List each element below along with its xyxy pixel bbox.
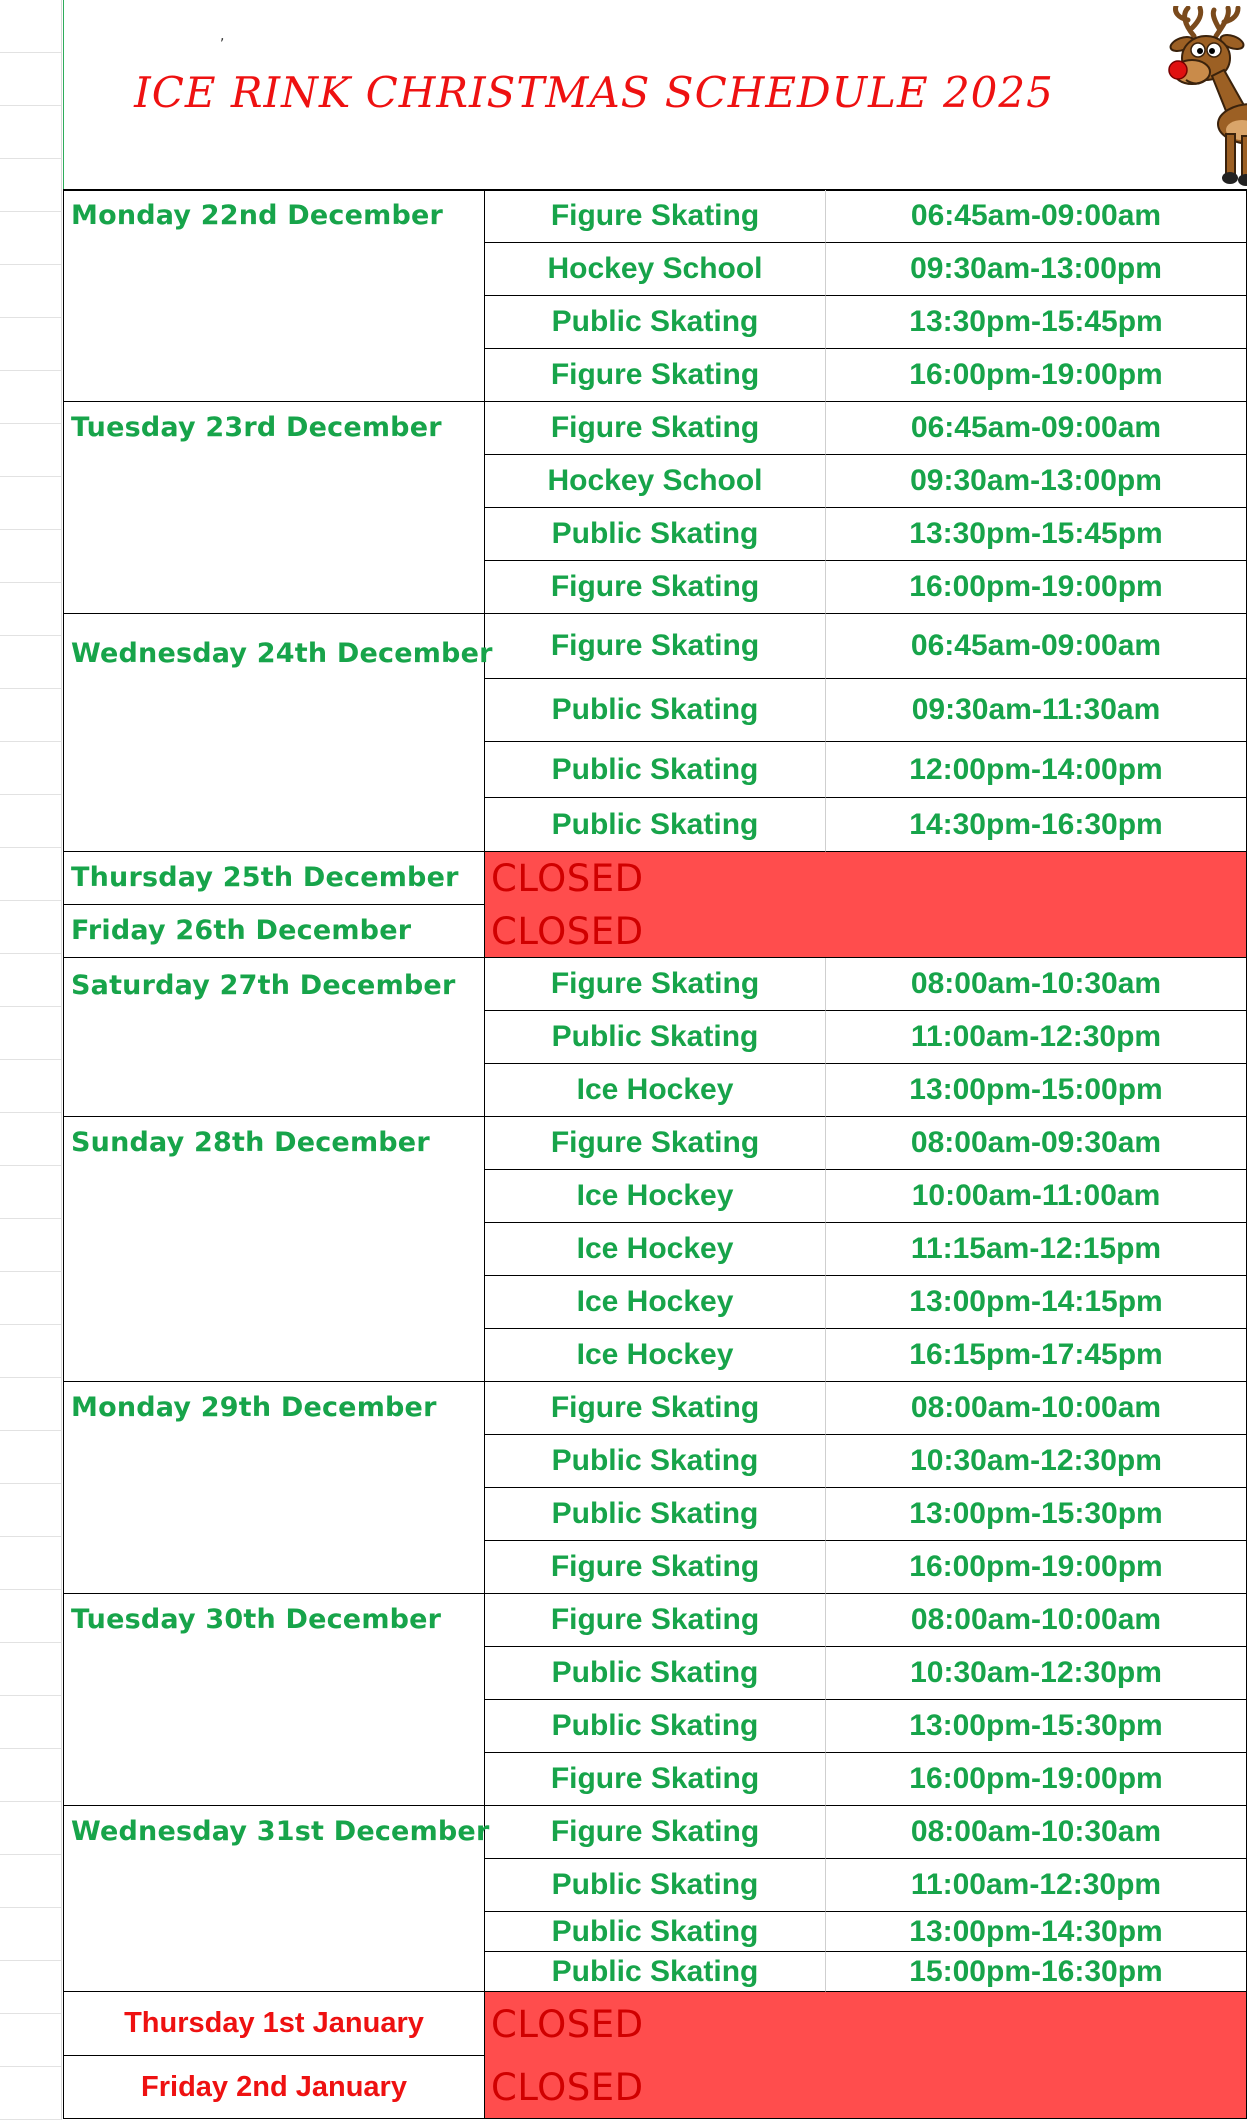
day-group — [63, 1117, 1247, 1382]
day-group — [63, 614, 1247, 852]
activity-cell — [485, 1912, 826, 1952]
activity-cell — [485, 1806, 826, 1859]
time-cell — [826, 1435, 1247, 1488]
closed-cell — [485, 852, 1247, 905]
title-area — [64, 0, 1247, 190]
time-cell — [826, 190, 1247, 243]
activity-label: Figure Skating — [550, 199, 760, 232]
time-label: 06:45am-09:00am — [910, 629, 1162, 662]
activity-label: Public Skating — [551, 1914, 759, 1948]
time-cell — [826, 455, 1247, 508]
time-cell — [826, 1276, 1247, 1329]
activity-cell — [485, 614, 826, 679]
activity-cell — [485, 1276, 826, 1329]
activity-label: Figure Skating — [550, 629, 760, 662]
activity-label: Public Skating — [551, 517, 759, 550]
time-cell — [826, 798, 1247, 852]
time-cell — [826, 679, 1247, 742]
day-group — [63, 1382, 1247, 1594]
activity-label: Ice Hockey — [576, 1179, 734, 1212]
time-cell — [826, 1700, 1247, 1753]
time-label: 09:30am-13:00pm — [910, 464, 1162, 497]
activity-label: Figure Skating — [550, 1762, 760, 1795]
time-label: 15:00pm-16:30pm — [909, 1954, 1163, 1988]
activity-cell — [485, 243, 826, 296]
activity-cell — [485, 1700, 826, 1753]
activity-label: Figure Skating — [550, 570, 760, 603]
activity-cell — [485, 455, 826, 508]
time-cell — [826, 1753, 1247, 1806]
day-cell — [63, 190, 485, 402]
day-cell — [63, 905, 485, 958]
closed-cell — [485, 1992, 1247, 2056]
activity-label: Public Skating — [551, 1709, 759, 1742]
activity-cell — [485, 1329, 826, 1382]
time-cell — [826, 1170, 1247, 1223]
day-cell — [63, 1992, 485, 2056]
activity-cell — [485, 958, 826, 1011]
activity-label: Public Skating — [551, 1954, 759, 1988]
time-label: 13:00pm-14:30pm — [909, 1914, 1163, 1948]
activity-label: Figure Skating — [550, 1603, 760, 1636]
time-cell — [826, 1806, 1247, 1859]
day-cell — [63, 1382, 485, 1594]
time-label: 13:30pm-15:45pm — [909, 305, 1163, 338]
time-label: 08:00am-10:30am — [910, 967, 1162, 1000]
time-label: 13:00pm-14:15pm — [909, 1285, 1163, 1318]
activity-cell — [485, 296, 826, 349]
time-label: 08:00am-10:00am — [910, 1391, 1162, 1424]
day-label: Monday 29th December — [71, 1392, 437, 1423]
time-cell — [826, 1117, 1247, 1170]
time-cell — [826, 508, 1247, 561]
activity-cell — [485, 561, 826, 614]
activity-cell — [485, 190, 826, 243]
activity-label: Ice Hockey — [576, 1232, 734, 1265]
day-label: Thursday 25th December — [71, 862, 459, 893]
activity-cell — [485, 1435, 826, 1488]
day-label: Tuesday 23rd December — [71, 412, 442, 443]
time-label: 16:00pm-19:00pm — [909, 358, 1163, 391]
time-cell — [826, 1952, 1247, 1992]
activity-label: Public Skating — [551, 1656, 759, 1689]
day-cell — [63, 402, 485, 614]
day-cell — [63, 1117, 485, 1382]
activity-cell — [485, 1064, 826, 1117]
activity-cell — [485, 679, 826, 742]
day-label: Sunday 28th December — [71, 1127, 430, 1158]
activity-cell — [485, 1594, 826, 1647]
day-cell — [63, 958, 485, 1117]
activity-label: Hockey School — [547, 464, 763, 497]
time-label: 11:00am-12:30pm — [910, 1020, 1162, 1053]
day-group — [63, 190, 1247, 402]
day-label: Thursday 1st January — [124, 2007, 424, 2039]
activity-label: Figure Skating — [550, 1815, 760, 1848]
activity-cell — [485, 1117, 826, 1170]
time-cell — [826, 349, 1247, 402]
activity-cell — [485, 1952, 826, 1992]
time-label: 11:15am-12:15pm — [910, 1232, 1162, 1265]
activity-cell — [485, 1753, 826, 1806]
time-label: 08:00am-10:00am — [910, 1603, 1162, 1636]
time-cell — [826, 742, 1247, 798]
time-label: 09:30am-13:00pm — [910, 252, 1162, 285]
time-label: 16:00pm-19:00pm — [909, 570, 1163, 603]
closed-label: CLOSED — [491, 857, 644, 900]
time-cell — [826, 1647, 1247, 1700]
time-cell — [826, 1223, 1247, 1276]
activity-label: Ice Hockey — [576, 1073, 734, 1106]
day-group-closed — [63, 1992, 1247, 2056]
day-cell — [63, 1806, 490, 1992]
day-cell — [63, 1594, 485, 1806]
day-cell — [63, 852, 485, 905]
activity-label: Public Skating — [551, 752, 759, 786]
activity-cell — [485, 402, 826, 455]
stray-mark: , — [220, 28, 225, 44]
time-cell — [826, 296, 1247, 349]
time-cell — [826, 1011, 1247, 1064]
time-cell — [826, 1488, 1247, 1541]
spreadsheet-row-gutter — [0, 0, 62, 2120]
activity-cell — [485, 1223, 826, 1276]
activity-label: Figure Skating — [550, 411, 760, 444]
day-label: Wednesday 24th December — [71, 638, 493, 669]
day-group — [63, 1806, 1247, 1992]
schedule-table — [63, 190, 1247, 2119]
activity-cell — [485, 1541, 826, 1594]
time-cell — [826, 1594, 1247, 1647]
day-label: Friday 26th December — [71, 915, 412, 946]
time-cell — [826, 1064, 1247, 1117]
day-label: Friday 2nd January — [141, 2070, 407, 2103]
time-label: 10:30am-12:30pm — [910, 1656, 1162, 1689]
closed-label: CLOSED — [491, 2002, 644, 2046]
day-group-closed — [63, 905, 1247, 958]
day-label: Saturday 27th December — [71, 970, 456, 1001]
time-cell — [826, 958, 1247, 1011]
day-group-closed — [63, 852, 1247, 905]
time-cell — [826, 402, 1247, 455]
time-label: 16:00pm-19:00pm — [909, 1550, 1163, 1583]
time-label: 10:00am-11:00am — [911, 1179, 1161, 1212]
activity-label: Public Skating — [551, 305, 759, 338]
time-cell — [826, 1382, 1247, 1435]
activity-label: Figure Skating — [550, 1126, 760, 1159]
time-label: 13:00pm-15:00pm — [909, 1073, 1163, 1106]
activity-label: Ice Hockey — [576, 1338, 734, 1371]
activity-label: Public Skating — [551, 1444, 759, 1477]
day-group — [63, 402, 1247, 614]
time-label: 14:30pm-16:30pm — [909, 807, 1163, 841]
activity-cell — [485, 1170, 826, 1223]
activity-label: Figure Skating — [550, 967, 760, 1000]
day-group — [63, 1594, 1247, 1806]
activity-cell — [485, 1859, 826, 1912]
time-label: 11:00am-12:30pm — [910, 1868, 1162, 1901]
activity-cell — [485, 798, 826, 852]
activity-cell — [485, 1488, 826, 1541]
time-label: 08:00am-09:30am — [910, 1126, 1162, 1159]
time-label: 10:30am-12:30pm — [910, 1444, 1162, 1477]
activity-label: Figure Skating — [550, 1550, 760, 1583]
time-label: 13:00pm-15:30pm — [909, 1497, 1163, 1530]
day-group-closed — [63, 2056, 1247, 2119]
activity-label: Public Skating — [551, 1020, 759, 1053]
activity-cell — [485, 508, 826, 561]
time-label: 06:45am-09:00am — [910, 411, 1162, 444]
time-label: 06:45am-09:00am — [910, 199, 1162, 232]
time-label: 16:00pm-19:00pm — [909, 1762, 1163, 1795]
closed-label: CLOSED — [491, 909, 644, 953]
day-label: Wednesday 31st December — [71, 1816, 490, 1847]
day-label: Tuesday 30th December — [71, 1604, 442, 1635]
time-label: 13:00pm-15:30pm — [909, 1709, 1163, 1742]
activity-label: Public Skating — [551, 807, 759, 841]
time-label: 16:15pm-17:45pm — [909, 1338, 1163, 1371]
time-label: 12:00pm-14:00pm — [909, 752, 1163, 786]
time-cell — [826, 1859, 1247, 1912]
activity-label: Hockey School — [547, 252, 763, 285]
time-cell — [826, 561, 1247, 614]
activity-cell — [485, 349, 826, 402]
time-label: 13:30pm-15:45pm — [909, 517, 1163, 550]
activity-label: Public Skating — [551, 1497, 759, 1530]
activity-label: Figure Skating — [550, 1391, 760, 1424]
time-cell — [826, 1541, 1247, 1594]
time-cell — [826, 614, 1247, 679]
activity-label: Figure Skating — [550, 358, 760, 391]
activity-label: Public Skating — [551, 693, 759, 726]
time-cell — [826, 1912, 1247, 1952]
activity-label: Ice Hockey — [576, 1285, 734, 1318]
closed-label: CLOSED — [491, 2065, 644, 2109]
closed-cell — [485, 905, 1247, 958]
activity-cell — [485, 742, 826, 798]
day-label: Monday 22nd December — [71, 200, 444, 231]
day-cell — [63, 2056, 485, 2119]
activity-label: Public Skating — [551, 1868, 759, 1901]
activity-cell — [485, 1647, 826, 1700]
activity-cell — [485, 1011, 826, 1064]
activity-cell — [485, 1382, 826, 1435]
page-title: ICE RINK CHRISTMAS SCHEDULE 2025 — [134, 68, 1054, 117]
day-cell — [63, 614, 493, 852]
reindeer-icon — [1154, 6, 1247, 188]
time-cell — [826, 243, 1247, 296]
time-label: 08:00am-10:30am — [910, 1815, 1162, 1848]
time-cell — [826, 1329, 1247, 1382]
day-group — [63, 958, 1247, 1117]
time-label: 09:30am-11:30am — [911, 693, 1161, 726]
closed-cell — [485, 2056, 1247, 2119]
